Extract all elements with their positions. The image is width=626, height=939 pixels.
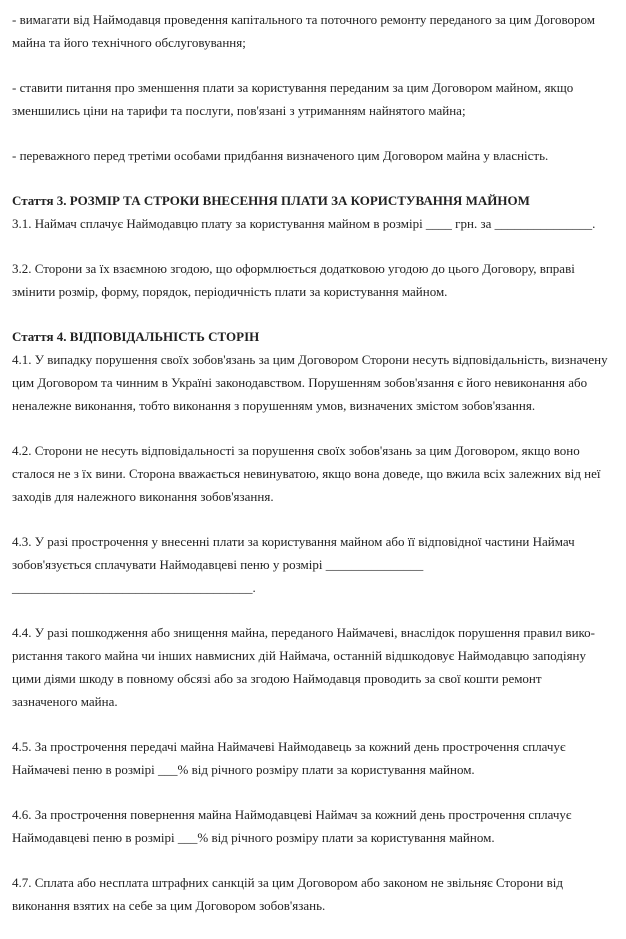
clause-4-3: 4.3. У разі прострочення у внесенні плати за користування майном або її відповідної частини Наймач зобов'язується сплачувати Наймодавцеві пеню у розмірі _______________ _____________________________________.	[12, 534, 575, 595]
heading-article-4: Стаття 4. ВІДПОВІДАЛЬНІСТЬ СТОРІН	[12, 329, 260, 344]
clause-4-5: 4.5. За прострочення передачі майна Наймачеві Наймодавець за кожний день прострочення сплачує Наймачеві пеню в розмірі ___% від річного розміру плати за користування майном.	[12, 739, 566, 777]
clause-3-2: 3.2. Сторони за їх взаємною згодою, що оформлюється додатковою угодою до цього Договору, вправі змінити розмір, форму, порядок, періодичність плати за користування майном.	[12, 261, 575, 299]
paragraph-right-reduce-payment: - ставити питання про зменшення плати за користування переданим за цим Договором майном, якщо зменшились ціни на тарифи та послуги, пов'язані з утриманням найнятого майна;	[12, 80, 574, 118]
heading-article-3: Стаття 3. РОЗМІР ТА СТРОКИ ВНЕСЕННЯ ПЛАТИ ЗА КОРИСТУВАННЯ МАЙНОМ	[12, 193, 530, 208]
clause-3-1: 3.1. Наймач сплачує Наймодавцю плату за користування майном в розмірі ____ грн. за _______________.	[12, 216, 596, 231]
clause-4-7: 4.7. Сплата або несплата штрафних санкцій за цим Договором або законом не звільняє Сторони від виконання взятих на себе за цим Договором зобов'язань.	[12, 875, 563, 913]
paragraph-right-purchase: - переважного перед третіми особами придбання визначеного цим Договором майна у власність.	[12, 148, 549, 163]
clause-4-2: 4.2. Сторони не несуть відповідальності за порушення своїх зобов'язань за цим Договором, якщо воно сталося не з їх вини. Сторона вважається невинуватою, якщо вона доведе, що вжила всіх залежних від неї заходів для належного виконання зобов'язання.	[12, 443, 601, 504]
clause-4-4: 4.4. У разі пошкодження або знищення майна, переданого Наймачеві, внаслідок порушення правил вико- ристання такого майна чи інших навмисних дій Наймача, останній відшкодовує Наймодавцю заподіяну цими діями шкоду в повному обсязі або за згодою Наймодавця проводить за свої кошти ремонт зазначеного майна.	[12, 625, 596, 709]
clause-4-1: 4.1. У випадку порушення своїх зобов'язань за цим Договором Сторони несуть відповідальність, визначену цим Договором та чинним в Україні законодавством. Порушенням зобов'язання є його невиконання або неналежне виконання, тобто виконання з порушенням умов, визначених змістом зобов'язання.	[12, 352, 608, 413]
paragraph-right-capital-repair: - вимагати від Наймодавця проведення капітального та поточного ремонту переданого за цим Договором майна та його технічного обслуговування;	[12, 12, 595, 50]
document-body	[12, 8, 618, 939]
clause-4-6: 4.6. За прострочення повернення майна Наймодавцеві Наймач за кожний день прострочення сплачує Наймодавцеві пеню в розмірі ___% від річного розміру плати за користування майном.	[12, 807, 572, 845]
